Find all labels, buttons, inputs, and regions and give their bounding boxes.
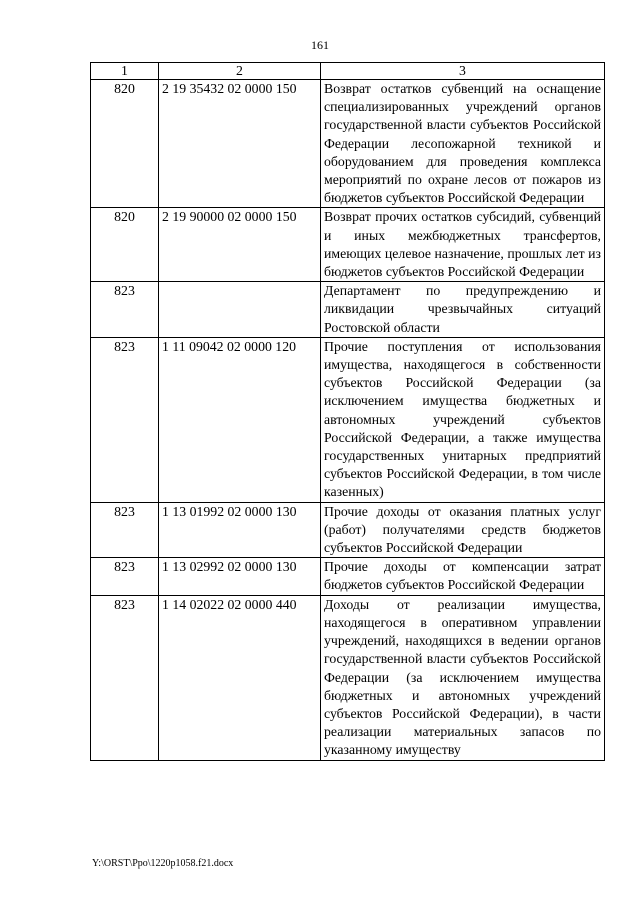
description-cell: Возврат прочих остатков субсидий, субвенций и иных межбюджетных трансфертов, имеющих целевое назначение, прошлых лет из бюджетов субъектов Российской Федерации [321,208,605,282]
header-row [91,63,605,80]
admin-code-cell: 823 [91,282,159,338]
admin-code-cell: 820 [91,208,159,282]
table-row [91,595,605,760]
budget-code-cell: 1 13 02992 02 0000 130 [159,558,321,595]
budget-code-cell: 1 14 02022 02 0000 440 [159,595,321,760]
description-cell: Прочие доходы от компенсации затрат бюджетов субъектов Российской Федерации [321,558,605,595]
budget-classification-table [90,62,605,761]
admin-code-cell: 823 [91,502,159,558]
admin-code-cell: 820 [91,80,159,208]
budget-code-cell [159,282,321,338]
budget-code-cell: 1 11 09042 02 0000 120 [159,337,321,502]
footer-file-path: Y:\ORST\Ppo\1220p1058.f21.docx [92,858,234,869]
admin-code-cell: 823 [91,337,159,502]
table-row [91,80,605,208]
table-row [91,558,605,595]
column-header-1: 1 [91,63,159,80]
description-cell: Департамент по предупреждению и ликвидации чрезвычайных ситуаций Ростовской области [321,282,605,338]
description-cell: Доходы от реализации имущества, находящегося в оперативном управлении учреждений, находящихся в ведении органов государственной власти субъектов Российской Федерации (за исключением имущества бюджетных и автономных учреждений субъектов Российской Федерации), в части реализации материальных запасов по указанному имуществу [321,595,605,760]
admin-code-cell: 823 [91,558,159,595]
table-row [91,208,605,282]
table-row [91,337,605,502]
column-header-2: 2 [159,63,321,80]
budget-code-cell: 2 19 90000 02 0000 150 [159,208,321,282]
page-number: 161 [311,38,329,52]
budget-code-cell: 2 19 35432 02 0000 150 [159,80,321,208]
description-cell: Возврат остатков субвенций на оснащение специализированных учреждений органов государственной власти субъектов Российской Федерации лесопожарной техникой и оборудованием для проведения комплекса мероприятий по охране лесов от пожаров из бюджетов субъектов Российской Федерации [321,80,605,208]
description-cell: Прочие поступления от использования имущества, находящегося в собственности субъектов Российской Федерации (за исключением имущества бюджетных и автономных учреждений субъектов Российской Федерации, а также имущества государственных унитарных предприятий субъектов Российской Федерации, в том числе казенных) [321,337,605,502]
description-cell: Прочие доходы от оказания платных услуг (работ) получателями средств бюджетов субъектов Российской Федерации [321,502,605,558]
table-row [91,502,605,558]
admin-code-cell: 823 [91,595,159,760]
column-header-3: 3 [321,63,605,80]
table-row [91,282,605,338]
budget-code-cell: 1 13 01992 02 0000 130 [159,502,321,558]
